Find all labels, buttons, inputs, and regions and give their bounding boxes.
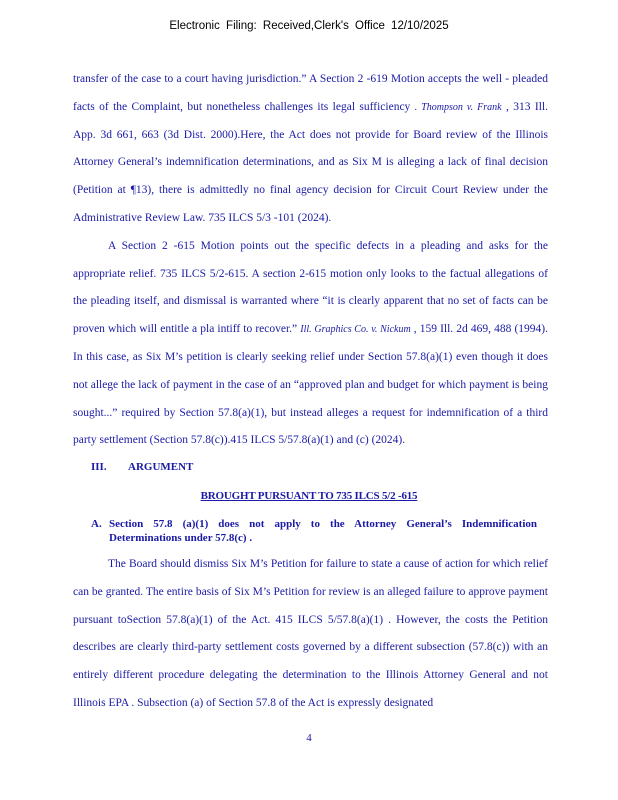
subsection-label: A. [91, 518, 102, 530]
case-citation-thompson: . Thompson v. Frank [414, 101, 502, 113]
paragraph-text: transfer of the case to a court having jurisdiction.” A Section 2 -619 Motion accepts the well - pleaded facts of the Complaint, but nonetheless challenges its legal sufficiency [73, 73, 548, 113]
filing-stamp-header: Electronic Filing: Received,Clerk's Office 12/10/2025 [169, 20, 449, 32]
paragraph-section-2-619 [73, 66, 548, 233]
paragraph-section-2-615 [73, 233, 548, 455]
subsection-title: Section 57.8 (a)(1) does not apply to the Attorney General’s Indemnification Determinations under 57.8(c) . [109, 518, 537, 544]
paragraph-text: , 313 Ill. App. 3d 661, 663 (3d Dist. 2000).Here, the Act does not provide for Board review of the Illinois Attorney General’s indemnification determinations, and as Six M is alleging a lack of final decision (Petition at ¶13), there is admittedly no final agency decision for Circuit Court Review under the Administrative Review Law. 735 ILCS 5/3 -101 (2024). [73, 100, 548, 224]
section-number: III. [91, 461, 107, 473]
subheading-brought-pursuant: BROUGHT PURSUANT TO 735 ILCS 5/2 -615 [200, 490, 418, 502]
paragraph-text: , 159 Ill. 2d 469, 488 (1994). In this case, as Six M’s petition is clearly seeking relief under Section 57.8(a)(1) even though it does not allege the lack of payment in the case of an “approved plan and budget for which payment is being sought...” required by Section 57.8(a)(1), but instead alleges a request for indemnification of a third party settlement (Section 57.8(c)).415 ILCS 5/57.8(a)(1) and (c) (2024). [73, 323, 548, 447]
case-citation-nickum: Ill. Graphics Co. v. Nickum [300, 324, 411, 336]
body-text-block [73, 66, 548, 455]
subsection-a-heading [91, 517, 537, 545]
section-title: ARGUMENT [128, 461, 194, 473]
section-heading-argument [91, 461, 193, 473]
page-number: 4 [306, 732, 312, 744]
body-text-block-2 [73, 551, 548, 718]
paragraph-text: A Section 2 -615 Motion points out the specific defects in a pleading and asks for the appropriate relief. 735 ILCS 5/2-615. A section 2-615 motion only looks to the factual allegations of the pleading itself, and dismissal is warranted where “it is clearly apparent that no set of facts can be proven which will entitle a pla intiff to recover.” [73, 239, 548, 336]
paragraph-board-should-dismiss: The Board should dismiss Six M’s Petition for failure to state a cause of action for which relief can be granted. The entire basis of Six M’s Petition for review is an alleged failure to approve payment pursuant toSection 57.8(a)(1) of the Act. 415 ILCS 5/57.8(a)(1) . However, the costs the Petition describes are clearly third-party settlement costs governed by a different subsection (57.8(c)) with an entirely different procedure delegating the determination to the Illinois Attorney General and not Illinois EPA . Subsection (a) of Section 57.8 of the Act is expressly designated [73, 558, 548, 709]
